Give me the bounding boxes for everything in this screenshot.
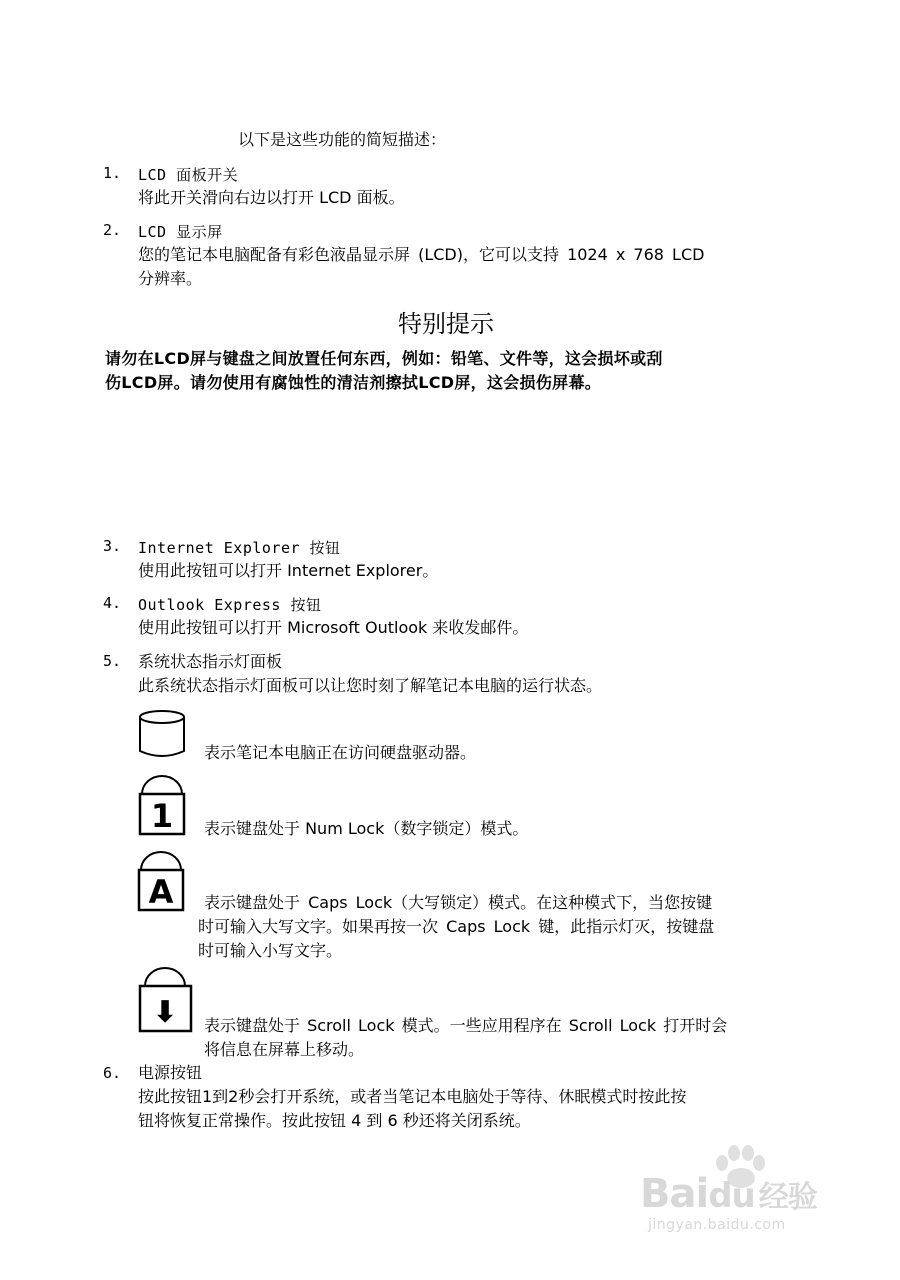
item-3-title: Internet Explorer 按钮 [138, 539, 341, 557]
caps-lock-glyph: A [148, 873, 174, 911]
watermark-url: jingyan.baidu.com [648, 1217, 786, 1233]
scroll-lock-icon [137, 964, 195, 1034]
watermark-brand3: 经验 [758, 1180, 817, 1215]
item-4-desc: 使用此按钮可以打开 Microsoft Outlook 来收发邮件。 [138, 618, 529, 637]
num-lock-icon [138, 774, 188, 836]
item-1-title: LCD 面板开关 [138, 166, 239, 184]
item-5-number: 5. [103, 652, 122, 670]
num-lock-indicator-text: 表示键盘处于 Num Lock（数字锁定）模式。 [204, 819, 529, 838]
item-2-desc-line2: 分辨率。 [138, 269, 203, 288]
item-3-desc: 使用此按钮可以打开 Internet Explorer。 [138, 561, 439, 580]
item-5-title: 系统状态指示灯面板 [138, 652, 283, 671]
caps-lock-indicator-line1: 表示键盘处于 Caps Lock（大写锁定）模式。在这种模式下，当您按键 [204, 893, 713, 912]
special-notice-title: 特别提示 [398, 310, 494, 338]
item-1-number: 1. [103, 164, 122, 182]
item-6-desc-line2: 钮将恢复正常操作。按此按钮 4 到 6 秒还将关闭系统。 [138, 1111, 531, 1130]
item-4-title: Outlook Express 按钮 [138, 596, 322, 614]
caps-lock-indicator-line2: 时可输入大写文字。如果再按一次 Caps Lock 键，此指示灯灭，按键盘 [198, 917, 715, 936]
caps-lock-icon [137, 850, 187, 912]
item-6-desc-line1: 按此按钮1到2秒会打开系统，或者当笔记本电脑处于等待、休眠模式时按此按 [138, 1087, 687, 1106]
item-2-number: 2. [103, 221, 122, 239]
hard-disk-icon [138, 708, 188, 760]
item-3-number: 3. [103, 537, 122, 555]
num-lock-glyph: 1 [150, 797, 174, 835]
item-4-number: 4. [103, 594, 122, 612]
item-1-desc: 将此开关滑向右边以打开 LCD 面板。 [138, 188, 405, 207]
item-6-number: 6. [103, 1064, 122, 1082]
intro-text: 以下是这些功能的简短描述： [238, 130, 447, 149]
item-6-title: 电源按钮 [138, 1063, 203, 1082]
watermark-brand: Bai [640, 1171, 709, 1217]
scroll-lock-indicator-line2: 将信息在屏幕上移动。 [204, 1040, 365, 1059]
item-5-desc: 此系统状态指示灯面板可以让您时刻了解笔记本电脑的运行状态。 [138, 676, 603, 695]
item-2-desc-line1: 您的笔记本电脑配备有彩色液晶显示屏 (LCD)，它可以支持 1024 x 768 LCD [138, 245, 705, 264]
special-notice-line1: 请勿在LCD屏与键盘之间放置任何东西，例如：铅笔、文件等，这会损坏或刮 [105, 349, 663, 368]
hdd-indicator-text: 表示笔记本电脑正在访问硬盘驱动器。 [204, 743, 477, 762]
item-2-title: LCD 显示屏 [138, 223, 223, 241]
watermark-brand2: du [708, 1176, 755, 1216]
scroll-lock-indicator-line1: 表示键盘处于 Scroll Lock 模式。一些应用程序在 Scroll Lock 打开时会 [204, 1016, 728, 1035]
baidu-watermark [640, 1145, 870, 1235]
special-notice-line2: 伤LCD屏。请勿使用有腐蚀性的清洁剂擦拭LCD屏，这会损伤屏幕。 [105, 373, 602, 392]
caps-lock-indicator-line3: 时可输入小写文字。 [198, 941, 343, 960]
scroll-lock-glyph: ⬇ [152, 995, 178, 1030]
